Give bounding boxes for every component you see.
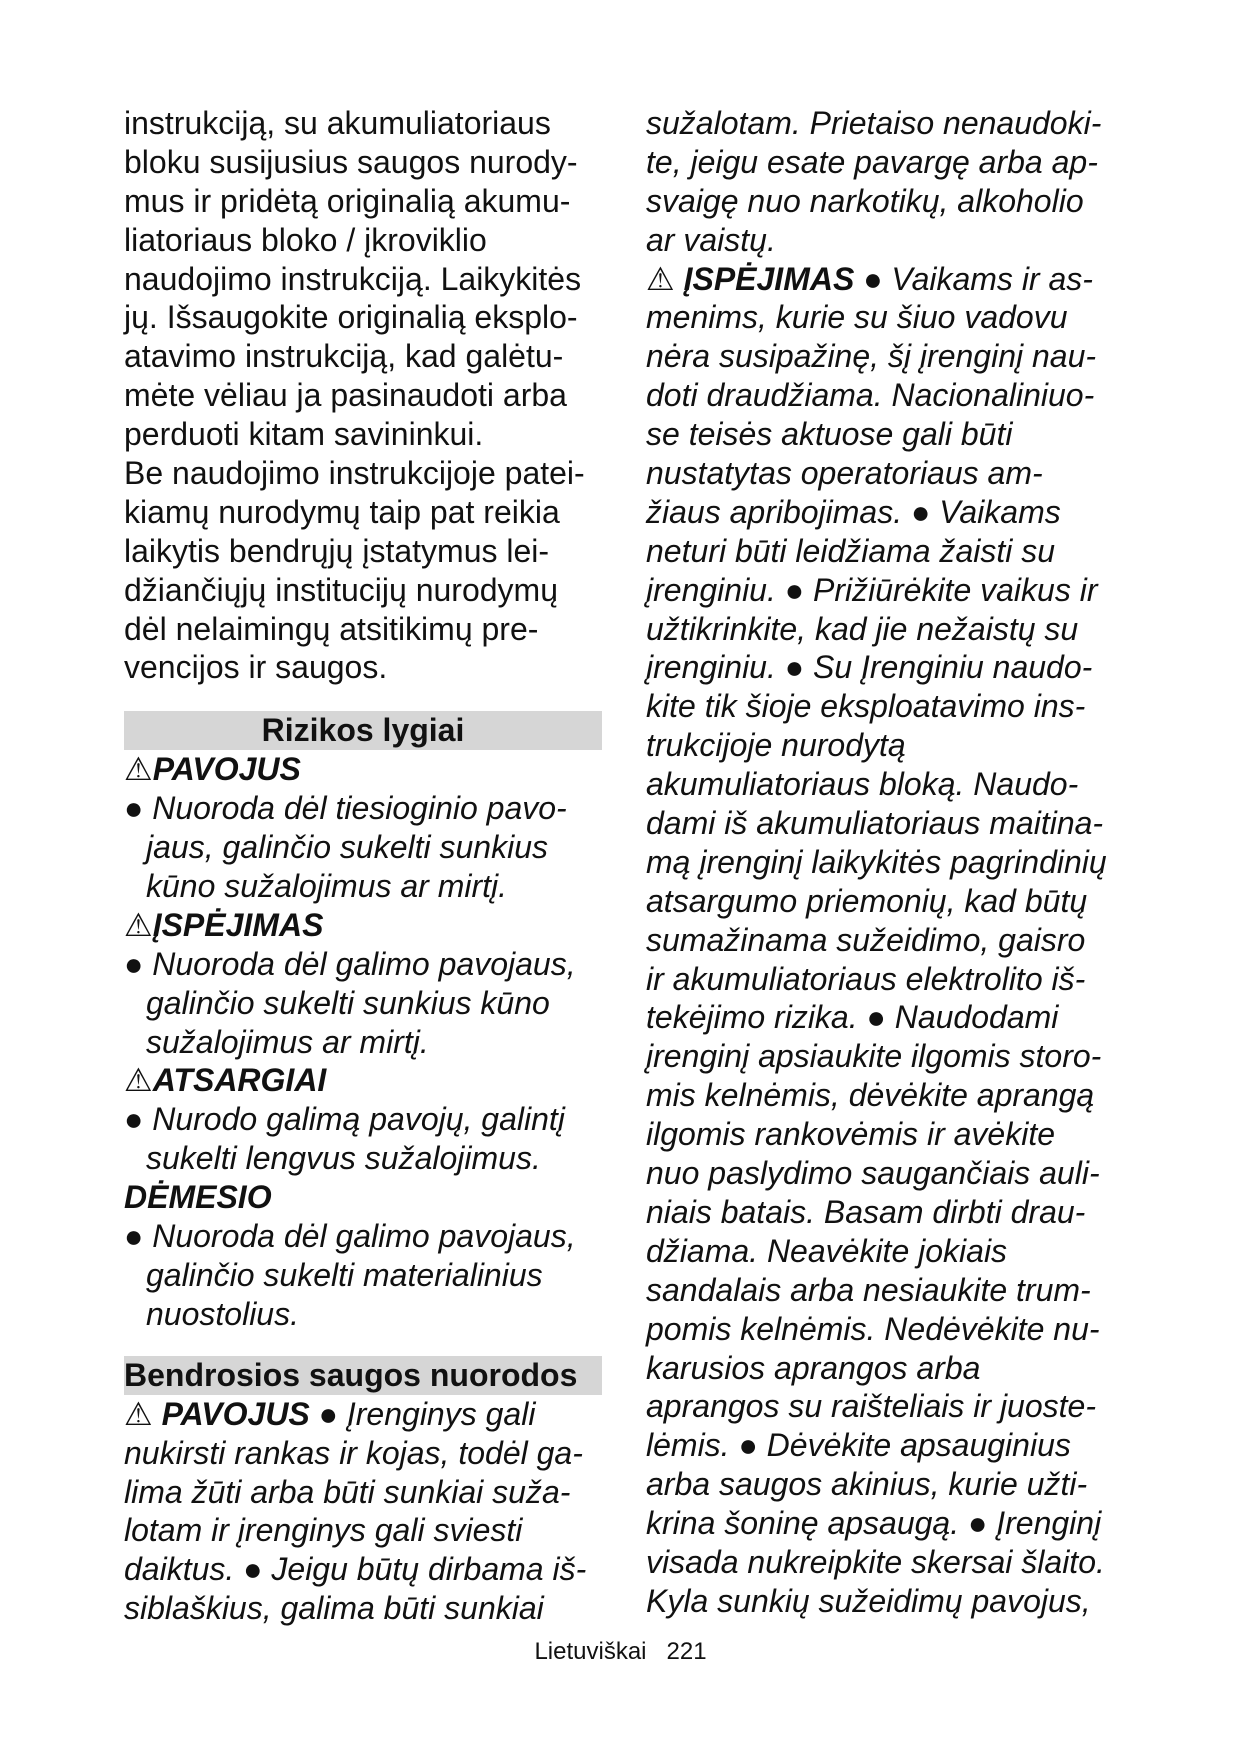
warning-first-rest: ● Vaikams ir as- (854, 260, 1093, 297)
text-line: liatoriaus bloko / įkroviklio (124, 221, 487, 258)
text-line: nėra susipažinę, šį įrenginį nau- (646, 338, 1097, 375)
text-line: visada nukreipkite skersai šlaito. (646, 1543, 1105, 1580)
text-line: lėmis. ● Dėvėkite apsauginius (646, 1427, 1071, 1464)
text-line: galinčio sukelti sunkius kūno (146, 984, 550, 1021)
text-line: laikytis bendrųjų įstatymus lei- (124, 532, 550, 569)
text-line: sandalais arba nesiaukite trum- (646, 1271, 1091, 1308)
text-line: ● Nurodo galimą pavojų, galintį (124, 1101, 565, 1138)
text-line: sukelti lengvus sužalojimus. (146, 1140, 541, 1177)
text-line: trukcijoje nurodytą (646, 727, 906, 764)
text-line: ● Nuoroda dėl galimo pavojaus, (124, 945, 576, 982)
text-line: nukirsti rankas ir kojas, todėl ga- (124, 1434, 583, 1471)
text-line: nustatytas operatoriaus am- (646, 455, 1043, 492)
text-line: tekėjimo rizika. ● Naudodami (646, 999, 1059, 1036)
text-line: neturi būti leidžiama žaisti su (646, 532, 1056, 569)
general-first-line (124, 1395, 602, 1434)
text-line: ● Nuoroda dėl tiesioginio pavo- (124, 790, 567, 827)
text-line: krina šoninę apsaugą. ● Įrenginį (646, 1505, 1102, 1542)
text-line: jų. Išsaugokite originalią eksplo- (124, 299, 578, 336)
text-line: galinčio sukelti materialinius (146, 1256, 543, 1293)
text-line: mėte vėliau ja pasinaudoti arba (124, 377, 567, 414)
text-line: vencijos ir saugos. (124, 649, 388, 686)
warning-triangle-icon: ⚠ (124, 751, 153, 788)
text-line: Be naudojimo instrukcijoje patei- (124, 455, 585, 492)
text-line: perduoti kitam savininkui. (124, 416, 484, 453)
page-footer (0, 1638, 1241, 1666)
text-line: ● Nuoroda dėl galimo pavojaus, (124, 1218, 576, 1255)
text-line: aprangos su raišteliais ir juoste- (646, 1388, 1096, 1425)
text-line: ir akumuliatoriaus elektrolito iš- (646, 960, 1086, 997)
right-column (646, 104, 1122, 1621)
spacer (124, 1334, 602, 1356)
text-line: doti draudžiama. Nacionaliniuo- (646, 377, 1095, 414)
text-line: menims, kurie su šiuo vadovu (646, 299, 1068, 336)
page-number: 221 (666, 1638, 707, 1665)
warning-triangle-icon: ⚠ (124, 1062, 153, 1099)
danger-label: PAVOJUS (152, 751, 301, 788)
text-line: įrenginiu. ● Prižiūrėkite vaikus ir (646, 571, 1098, 608)
text-line: įrenginį apsiaukite ilgomis storo- (646, 1038, 1102, 1075)
general-safety-heading: Bendrosios saugos nuorodos (124, 1356, 602, 1395)
text-line: naudojimo instrukciją. Laikykitės (124, 260, 582, 297)
warning-triangle-icon: ⚠ (124, 906, 153, 943)
caution-label: ATSARGIAI (152, 1062, 327, 1099)
text-line: nuo paslydimo saugančiais auli- (646, 1155, 1100, 1192)
text-line: mą įrenginį laikykitės pagrindinių (646, 843, 1107, 880)
text-line: karusios aprangos arba (646, 1349, 981, 1386)
left-column (124, 104, 602, 1628)
text-line: nuostolius. (146, 1295, 299, 1332)
text-line: arba saugos akinius, kurie užti- (646, 1466, 1088, 1503)
warning-triangle-icon: ⚠ (124, 1395, 162, 1432)
warning-label: ĮSPĖJIMAS (152, 906, 324, 943)
spacer (124, 687, 602, 711)
text-line: sužalotam. Prietaiso nenaudoki- (646, 105, 1102, 141)
general-danger-label: PAVOJUS (161, 1395, 310, 1432)
warning-triangle-icon: ⚠ (646, 260, 684, 297)
text-line: džiama. Neavėkite jokiais (646, 1232, 1008, 1269)
warning-label: ĮSPĖJIMAS (683, 260, 855, 297)
text-line: dėl nelaimingų atsitikimų pre- (124, 610, 539, 647)
text-line: pomis kelnėmis. Nedėvėkite nu- (646, 1310, 1100, 1347)
text-line: sumažinama sužeidimo, gaisro (646, 921, 1086, 958)
text-line: mus ir pridėtą originalią akumu- (124, 182, 571, 219)
intro-paragraph (124, 104, 602, 687)
text-line: siblaškius, galima būti sunkiai (124, 1590, 544, 1627)
text-line: užtikrinkite, kad jie nežaistų su (646, 610, 1079, 647)
text-line: kite tik šioje eksploatavimo ins- (646, 688, 1086, 725)
text-line: kiamų nurodymų taip pat reikia (124, 493, 560, 530)
text-line: žiaus apribojimas. ● Vaikams (646, 493, 1061, 530)
risk-levels-heading: Rizikos lygiai (124, 711, 602, 750)
caution-label-row (124, 1061, 602, 1100)
text-line: akumuliatoriaus bloką. Naudo- (646, 766, 1079, 803)
text-line: lima žūti arba būti sunkiai suža- (124, 1473, 571, 1510)
text-line: ar vaistų. (646, 221, 776, 258)
text-line: bloku susijusius saugos nurody- (124, 143, 578, 180)
notice-label: DĖMESIO (124, 1179, 272, 1216)
text-line: džiančiųjų institucijų nurodymų (124, 571, 558, 608)
text-line: atsargumo priemonių, kad būtų (646, 882, 1088, 919)
text-line: te, jeigu esate pavargę arba ap- (646, 143, 1098, 180)
danger-label-row (124, 750, 602, 789)
text-line: instrukciją, su akumuliatoriaus (124, 105, 551, 141)
text-line: įrenginiu. ● Su Įrenginiu naudo- (646, 649, 1093, 686)
text-line: dami iš akumuliatoriaus maitina- (646, 805, 1104, 842)
warning-label-row (124, 906, 602, 945)
text-line: sužalojimus ar mirtį. (146, 1023, 429, 1060)
warning-first-line (646, 260, 1122, 299)
text-line: Kyla sunkių sužeidimų pavojus, (646, 1582, 1091, 1619)
text-line: ilgomis rankovėmis ir avėkite (646, 1116, 1056, 1153)
text-line: daiktus. ● Jeigu būtų dirbama iš- (124, 1551, 587, 1588)
text-line: mis kelnėmis, dėvėkite aprangą (646, 1077, 1095, 1114)
text-line: atavimo instrukciją, kad galėtu- (124, 338, 564, 375)
text-line: kūno sužalojimus ar mirtį. (146, 868, 507, 905)
text-line: lotam ir įrenginys gali sviesti (124, 1512, 523, 1549)
text-line: jaus, galinčio sukelti sunkius (146, 829, 548, 866)
text-line: svaigę nuo narkotikų, alkoholio (646, 182, 1084, 219)
text-line: niais batais. Basam dirbti drau- (646, 1193, 1086, 1230)
text-line: se teisės aktuose gali būti (646, 416, 1013, 453)
footer-language: Lietuviškai (534, 1638, 647, 1665)
general-first-rest: ● Įrenginys gali (309, 1395, 536, 1432)
